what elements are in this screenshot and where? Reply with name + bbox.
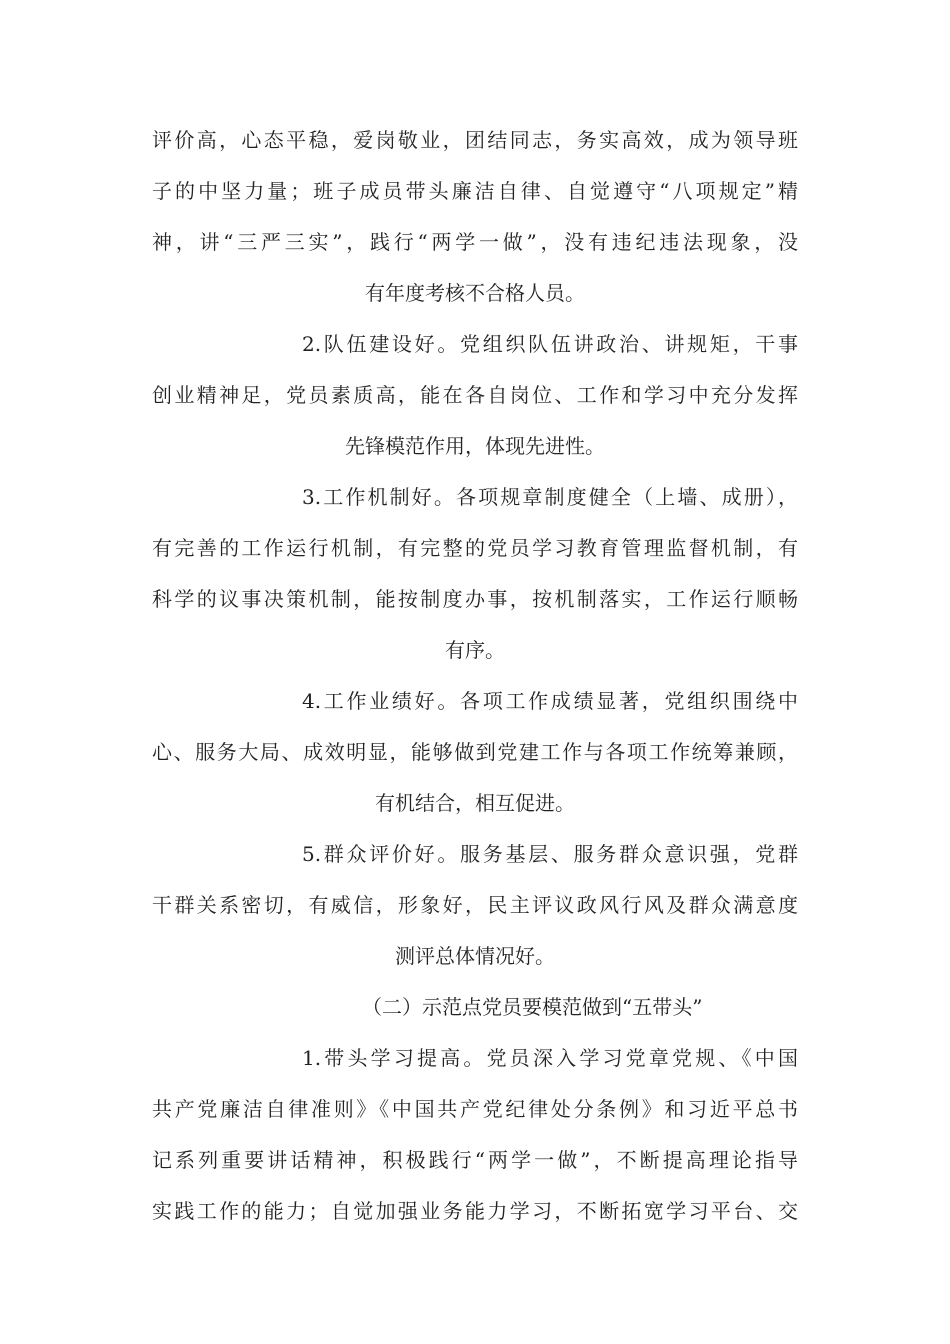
text-line: 记系列重要讲话精神，积极践行“两学一做”，不断提高理论指导 <box>152 1148 798 1172</box>
text-line: 有机结合，相互促进。 <box>375 791 575 815</box>
text-line: 测评总体情况好。 <box>395 944 555 968</box>
text-line: 有序。 <box>445 638 505 662</box>
text-line: 3.工作机制好。各项规章制度健全（上墙、成册）， <box>302 485 798 509</box>
text-line: 神，讲“三严三实”，践行“两学一做”，没有违纪违法现象，没 <box>152 230 798 254</box>
text-line: 5.群众评价好。服务基层、服务群众意识强，党群 <box>302 842 798 866</box>
text-line: 共产党廉洁自律准则》《中国共产党纪律处分条例》和习近平总书 <box>152 1097 798 1121</box>
text-line: 先锋模范作用，体现先进性。 <box>345 434 605 458</box>
section-heading: （二）示范点党员要模范做到“五带头” <box>362 995 703 1019</box>
text-line: 4.工作业绩好。各项工作成绩显著，党组织围绕中 <box>302 689 798 713</box>
text-line: 创业精神足，党员素质高，能在各自岗位、工作和学习中充分发挥 <box>152 383 798 407</box>
text-line: 有完善的工作运行机制，有完整的党员学习教育管理监督机制，有 <box>152 536 798 560</box>
text-line: 有年度考核不合格人员。 <box>365 281 585 305</box>
text-line: 评价高，心态平稳，爱岗敬业，团结同志，务实高效，成为领导班 <box>152 128 798 152</box>
text-line: 子的中坚力量；班子成员带头廉洁自律、自觉遵守“八项规定”精 <box>152 179 798 203</box>
text-line: 1.带头学习提高。党员深入学习党章党规、《中国 <box>302 1046 798 1070</box>
text-line: 心、服务大局、成效明显，能够做到党建工作与各项工作统筹兼顾， <box>152 740 798 764</box>
text-line: 2.队伍建设好。党组织队伍讲政治、讲规矩，干事 <box>302 332 798 356</box>
text-line: 干群关系密切，有威信，形象好，民主评议政风行风及群众满意度 <box>152 893 798 917</box>
text-line: 实践工作的能力；自觉加强业务能力学习，不断拓宽学习平台、交 <box>152 1199 798 1223</box>
text-line: 科学的议事决策机制，能按制度办事，按机制落实，工作运行顺畅 <box>152 587 798 611</box>
